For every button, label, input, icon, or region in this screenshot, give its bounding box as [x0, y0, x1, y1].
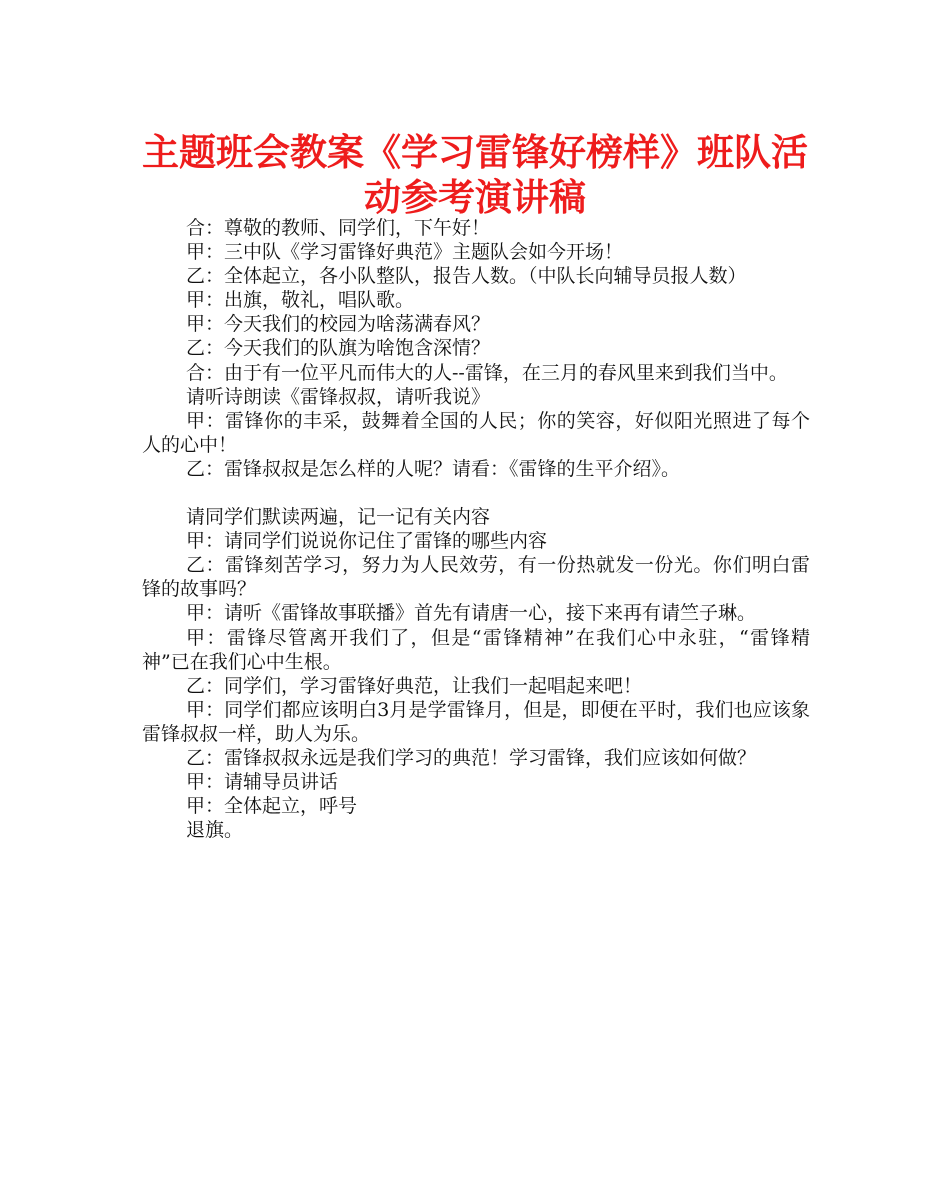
paragraph: 退旗。	[186, 819, 244, 842]
paragraph: 甲：请同学们说说你记住了雷锋的哪些内容	[186, 530, 548, 553]
paragraph: 甲：今天我们的校园为啥荡满春风？	[186, 313, 491, 336]
paragraph: 甲：出旗，敬礼，唱队歌。	[186, 289, 415, 312]
paragraph: 请同学们默读两遍，记一记有关内容	[186, 506, 491, 529]
paragraph: 甲：三中队《学习雷锋好典范》主题队会如今开场！	[186, 241, 624, 264]
paragraph: 合：由于有一位平凡而伟大的人--雷锋，在三月的春风里来到我们当中。	[186, 361, 788, 384]
document-title-line-1: 主题班会教案《学习雷锋好榜样》班队活	[142, 131, 808, 174]
paragraph: 请听诗朗读《雷锋叔叔，请听我说》	[186, 385, 491, 408]
paragraph: 甲：同学们都应该明白3月是学雷锋月，但是，即便在平时，我们也应该象雷锋叔叔一样，助人为乐。	[142, 698, 810, 745]
blank-line	[142, 481, 810, 505]
paragraph: 乙：同学们，学习雷锋好典范，让我们一起唱起来吧！	[186, 674, 643, 697]
paragraph: 合：尊敬的教师、同学们，下午好！	[186, 217, 491, 239]
paragraph: 甲：请辅导员讲话	[186, 771, 339, 794]
paragraph: 甲：雷锋尽管离开我们了，但是“雷锋精神”在我们心中永驻，“雷锋精神”已在我们心中生根。	[142, 626, 810, 673]
paragraph: 乙：全体起立，各小队整队，报告人数。（中队长向辅导员报人数）	[186, 265, 747, 288]
document-title-line-2: 动参考演讲稿	[364, 176, 586, 219]
paragraph: 甲：请听《雷锋故事联播》首先有请唐一心，接下来再有请竺子琳。	[186, 602, 757, 625]
paragraph: 甲：雷锋你的丰采，鼓舞着全国的人民；你的笑容，好似阳光照进了每个人的心中！	[142, 409, 810, 456]
paragraph: 乙：雷锋叔叔是怎么样的人呢？请看：《雷锋的生平介绍》。	[186, 457, 681, 480]
paragraph: 乙：雷锋刻苦学习，努力为人民效劳，有一份热就发一份光。你们明白雷锋的故事吗？	[142, 554, 810, 601]
paragraph: 乙：雷锋叔叔永远是我们学习的典范！学习雷锋，我们应该如何做？	[186, 746, 757, 769]
paragraph: 乙：今天我们的队旗为啥饱含深情？	[186, 337, 491, 360]
document-body	[142, 216, 810, 842]
paragraph: 甲：全体起立，呼号	[186, 795, 358, 818]
